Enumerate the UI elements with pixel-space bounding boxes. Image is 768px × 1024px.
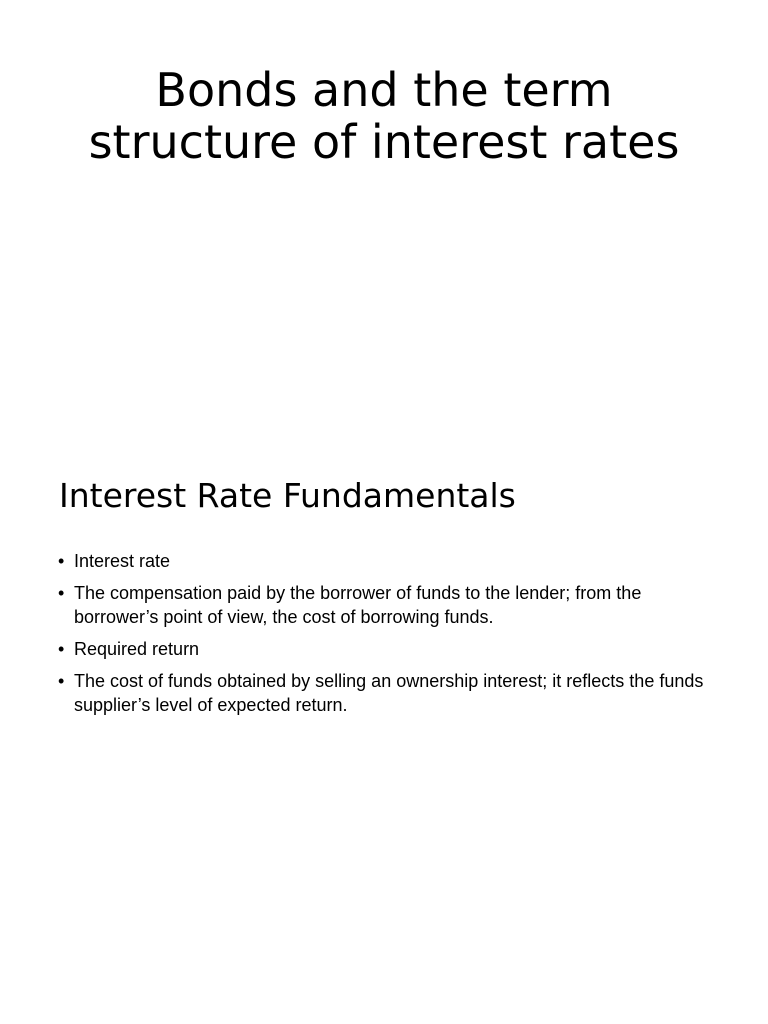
bullet-icon: • [58, 671, 65, 691]
section-heading: Interest Rate Fundamentals [59, 476, 516, 515]
bullet-icon: • [58, 551, 65, 571]
bullet-list [58, 549, 718, 725]
bullet-icon: • [58, 639, 65, 659]
list-item [58, 549, 718, 573]
list-item [58, 669, 718, 717]
bullet-text: Interest rate [74, 551, 171, 571]
bullet-text: Required return [74, 639, 200, 659]
bullet-icon: • [58, 583, 65, 603]
list-item [58, 637, 718, 661]
bullet-text: The compensation paid by the borrower of funds to the lender; from the borrower’s point of view, the cost of borrowing funds. [74, 583, 642, 627]
list-item [58, 581, 718, 629]
bullet-text: The cost of funds obtained by selling an ownership interest; it reflects the funds supplier’s level of expected return. [74, 671, 704, 715]
slide-title: Bonds and the term structure of interest rates [88, 63, 680, 169]
